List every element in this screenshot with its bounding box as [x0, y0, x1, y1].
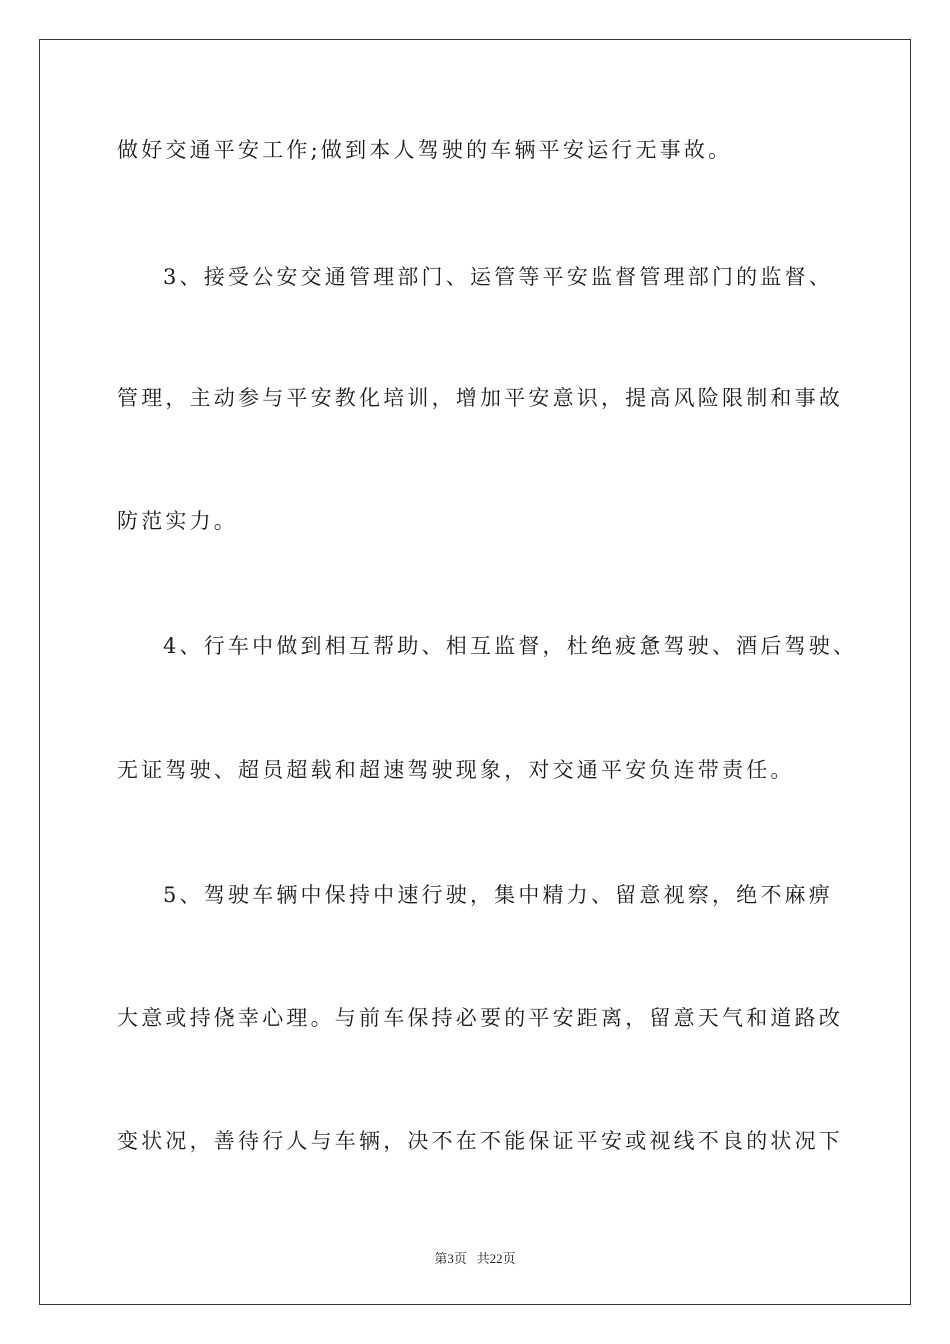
paragraph-line: 大意或持侥幸心理。与前车保持必要的平安距离，留意天气和道路改 [117, 1006, 843, 1030]
paragraph-line: 5、驾驶车辆中保持中速行驶，集中精力、留意视察，绝不麻痹 [163, 883, 833, 907]
page-footer [0, 1248, 950, 1267]
paragraph-line: 防范实力。 [117, 509, 238, 533]
paragraph-line: 管理，主动参与平安教化培训，增加平安意识，提高风险限制和事故 [117, 386, 843, 410]
paragraph-line: 做好交通平安工作;做到本人驾驶的车辆平安运行无事故。 [117, 138, 733, 162]
page-total: 共22页 [476, 1251, 516, 1266]
paragraph-line: 变状况，善待行人与车辆，决不在不能保证平安或视线不良的状况下 [117, 1129, 843, 1153]
paragraph-line: 3、接受公安交通管理部门、运管等平安监督管理部门的监督、 [163, 265, 833, 289]
paragraph-line: 4、行车中做到相互帮助、相互监督，杜绝疲惫驾驶、酒后驾驶、 [163, 634, 858, 658]
page-frame [39, 39, 911, 1305]
paragraph-line: 无证驾驶、超员超载和超速驾驶现象，对交通平安负连带责任。 [117, 758, 795, 782]
page-number: 第3页 [434, 1251, 467, 1266]
